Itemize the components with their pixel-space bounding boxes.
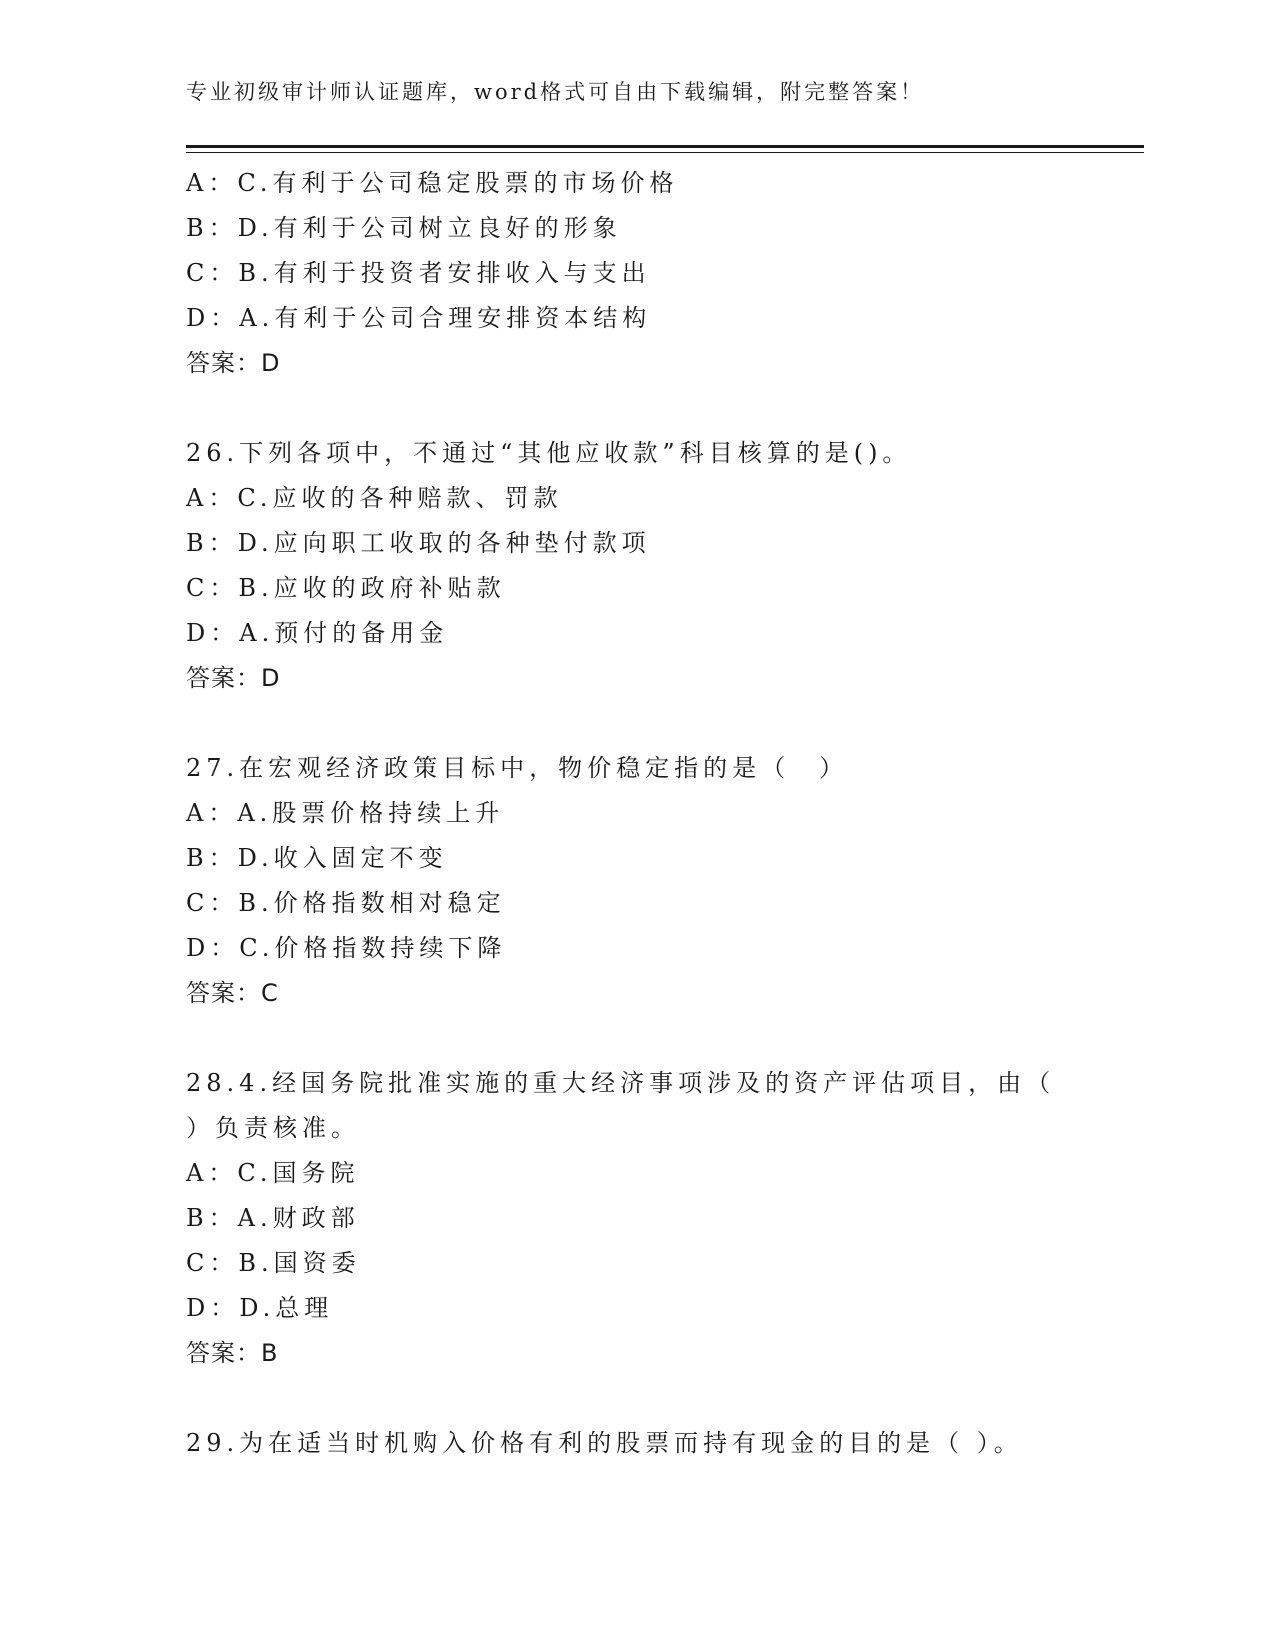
question-stem-line-2: ）负责核准。 <box>186 1114 360 1142</box>
option-b: B：D.收入固定不变 <box>186 844 448 872</box>
option-c: C：B.价格指数相对稳定 <box>186 889 506 917</box>
question-25-continued <box>186 161 1086 386</box>
option-a: A：C.应收的各种赔款、罚款 <box>186 484 563 512</box>
question-26 <box>186 431 1086 701</box>
question-27 <box>186 746 1086 1016</box>
answer: 答案：D <box>186 664 281 692</box>
option-b: B：D.应向职工收取的各种垫付款项 <box>186 529 651 557</box>
option-a: A：C.有利于公司稳定股票的市场价格 <box>186 169 679 197</box>
question-29 <box>186 1421 1086 1466</box>
option-d: D：A.有利于公司合理安排资本结构 <box>186 304 652 332</box>
header-rule-thick <box>186 145 1144 148</box>
header-rule-thin <box>186 152 1144 153</box>
question-stem: 27.在宏观经济政策目标中，物价稳定指的是（ ） <box>186 754 849 782</box>
option-c: C：B.国资委 <box>186 1249 361 1277</box>
question-stem: 26.下列各项中，不通过“其他应收款”科目核算的是()。 <box>186 439 912 467</box>
option-a: A：C.国务院 <box>186 1159 360 1187</box>
option-c: C：B.有利于投资者安排收入与支出 <box>186 259 651 287</box>
option-d: D：C.价格指数持续下降 <box>186 934 507 962</box>
question-stem: 29.为在适当时机购入价格有利的股票而持有现金的目的是（ ）。 <box>186 1429 1023 1457</box>
option-d: D：A.预付的备用金 <box>186 619 449 647</box>
option-b: B：A.财政部 <box>186 1204 360 1232</box>
option-c: C：B.应收的政府补贴款 <box>186 574 506 602</box>
option-d: D：D.总理 <box>186 1294 334 1322</box>
question-list <box>186 161 1086 1466</box>
answer: 答案：C <box>186 979 279 1007</box>
option-b: B：D.有利于公司树立良好的形象 <box>186 214 622 242</box>
option-a: A：A.股票价格持续上升 <box>186 799 505 827</box>
answer: 答案：B <box>186 1339 279 1367</box>
question-stem-line-1: 28.4.经国务院批准实施的重大经济事项涉及的资产评估项目，由（ <box>186 1069 1056 1097</box>
page-header: 专业初级审计师认证题库，word格式可自由下载编辑，附完整答案！ <box>186 80 925 104</box>
answer: 答案：D <box>186 349 281 377</box>
question-28 <box>186 1061 1086 1376</box>
